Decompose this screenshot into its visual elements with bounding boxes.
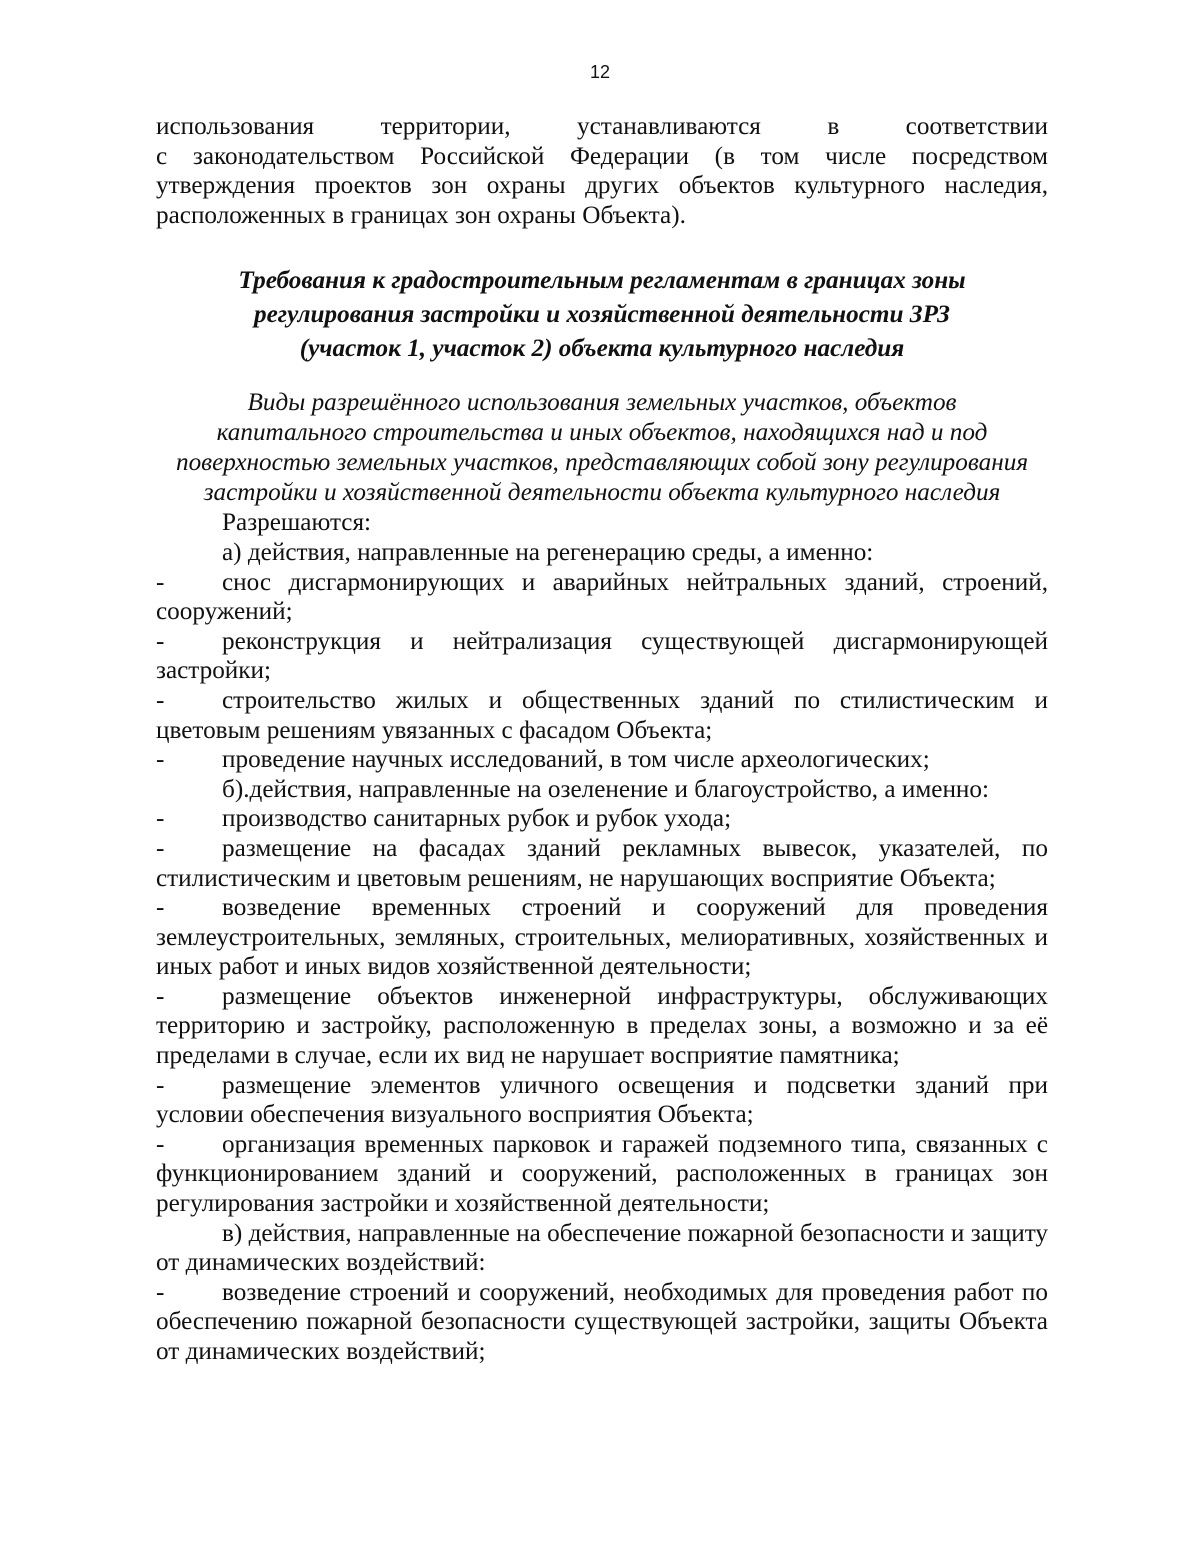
dash-marker: - xyxy=(156,746,165,774)
list-item xyxy=(156,893,1048,982)
list-item xyxy=(156,1278,1048,1367)
dash-marker: - xyxy=(156,1071,165,1099)
list-item-text: размещение объектов инженерной инфраструктуры, обслуживающих территорию и застройку, расположенную в пределах зоны, а возможно и за её пределами в случае, если их вид не нарушает восприятие памятника; xyxy=(156,982,1048,1070)
list-item-text: производство санитарных рубок и рубок ухода; xyxy=(222,805,732,833)
intro-paragraph-line1: использования территории, устанавливаются в соответствии xyxy=(156,113,1048,140)
list-item-text: размещение на фасадах зданий рекламных вывесок, указателей, по стилистическим и цветовым решениям, не нарушающих восприятие Объекта; xyxy=(156,834,1048,892)
dash-marker: - xyxy=(156,568,165,596)
list-item xyxy=(156,1071,1048,1130)
list-item xyxy=(156,804,1048,834)
subheading-line: Виды разрешённого использования земельных участков, объектов xyxy=(247,389,957,417)
list-item xyxy=(156,834,1048,893)
list-item xyxy=(156,568,1048,627)
dash-marker: - xyxy=(156,834,165,862)
section-heading-line: (участок 1, участок 2) объекта культурного наследия xyxy=(299,335,905,363)
subheading-line: застройки и хозяйственной деятельности объекта культурного наследия xyxy=(203,479,1001,507)
dash-marker: - xyxy=(156,627,165,655)
list-item xyxy=(156,1130,1048,1219)
subheading xyxy=(156,388,1048,508)
list-item-text: проведение научных исследований, в том числе археологических; xyxy=(222,746,930,774)
page-number: 12 xyxy=(589,62,611,82)
list-item xyxy=(156,982,1048,1071)
list-item-text: возведение временных строений и сооружений для проведения землеустроительных, земляных, строительных, мелиоративных, хозяйственных и иных работ и иных видов хозяйственной деятельности; xyxy=(156,894,1048,981)
dash-marker: - xyxy=(156,1278,165,1306)
list-item-text: возведение строений и сооружений, необходимых для проведения работ по обеспечению пожарной безопасности существующей застройки, защиты Объекта от динамических воздействий; xyxy=(156,1278,1048,1365)
allowed-label: Разрешаются: xyxy=(222,509,372,537)
group-a-title: а) действия, направленные на регенерацию среды, а именно: xyxy=(222,538,874,566)
section-heading-line: Требования к градостроительным регламентам в границах зоны xyxy=(238,267,966,295)
subheading-line: поверхностью земельных участков, представляющих собой зону регулирования xyxy=(175,449,1029,477)
dash-marker: - xyxy=(156,1130,165,1158)
list-item-text: организация временных парковок и гаражей подземного типа, связанных с функционированием зданий и сооружений, расположенных в границах зон регулирования застройки и хозяйственной деятельности; xyxy=(156,1130,1048,1218)
subheading-line: капитального строительства и иных объектов, находящихся над и под xyxy=(216,419,988,447)
dash-marker: - xyxy=(156,894,165,922)
text-column xyxy=(156,112,1048,1367)
list-item-text: строительство жилых и общественных зданий по стилистическим и цветовым решениям увязанных с фасадом Объекта; xyxy=(156,686,1048,744)
group-c-title: в) действия, направленные на обеспечение пожарной безопасности и защиту от динамических воздействий: xyxy=(156,1219,1048,1277)
list-item xyxy=(156,686,1048,745)
section-heading xyxy=(156,264,1048,366)
section-heading-line: регулирования застройки и хозяйственной деятельности ЗРЗ xyxy=(254,301,950,329)
list-item-text: снос дисгармонирующих и аварийных нейтральных зданий, строений, сооружений; xyxy=(156,568,1048,626)
list-item xyxy=(156,745,1048,775)
group-b-title: б).действия, направленные на озеленение и благоустройство, а именно: xyxy=(222,775,989,803)
dash-marker: - xyxy=(156,982,165,1010)
dash-marker: - xyxy=(156,805,165,833)
dash-marker: - xyxy=(156,686,165,714)
list-item-text: размещение элементов уличного освещения и подсветки зданий при условии обеспечения визуального восприятия Объекта; xyxy=(156,1071,1048,1129)
list-item-text: реконструкция и нейтрализация существующей дисгармонирующей застройки; xyxy=(156,627,1048,685)
list-item xyxy=(156,627,1048,686)
intro-paragraph-rest: с законодательством Российской Федерации (в том числе посредством утверждения проектов зон охраны других объектов культурного наследия, расположенных в границах зон охраны Объекта). xyxy=(156,142,1048,229)
